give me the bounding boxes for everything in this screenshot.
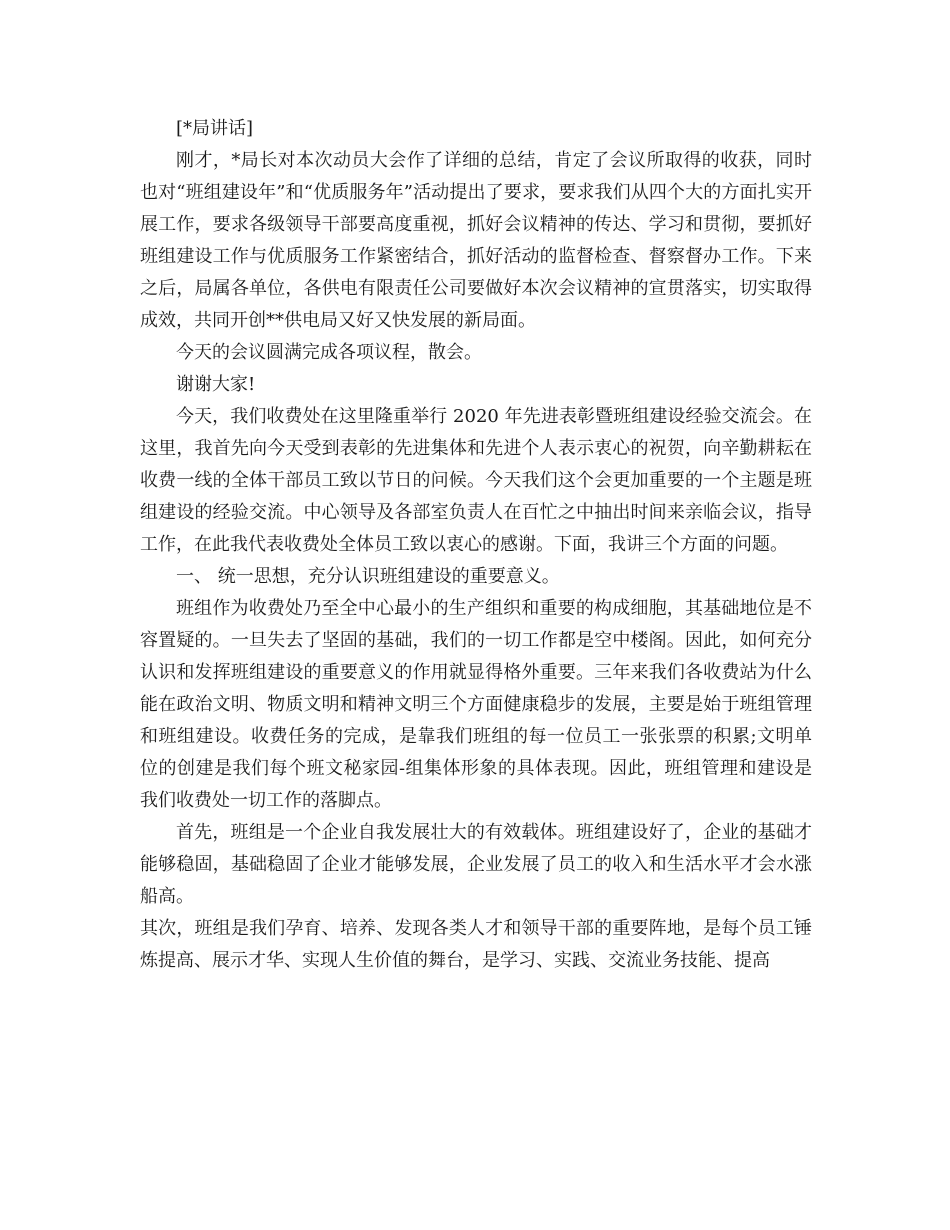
paragraph-second-point: 其次，班组是我们孕育、培养、发现各类人才和领导干部的重要阵地，是每个员工锤炼提高、展示才华、实现人生价值的舞台，是学习、实践、交流业务技能、提高 — [140, 918, 812, 971]
paragraph-closing-remarks: 刚才，*局长对本次动员大会作了详细的总结，肯定了会议所取得的收获，同时也对“班组建设年”和“优质服务年”活动提出了要求，要求我们从四个大的方面扎实开展工作，要求各级领导干部要高度重视，抓好会议精神的传达、学习和贯彻，要抓好班组建设工作与优质服务工作紧密结合，抓好活动的监督检查、督察督办工作。下来之后，局属各单位，各供电有限责任公司要做好本次会议精神的宣贯落实，切实取得成效，共同开创**供电局又好又快发展的新局面。 — [140, 150, 812, 331]
paragraph-opening: 今天，我们收费处在这里隆重举行 2020 年先进表彰暨班组建设经验交流会。在这里，我首先向今天受到表彰的先进集体和先进个人表示衷心的祝贺，向辛勤耕耘在收费一线的全体干部员工致以节日的问候。今天我们这个会更加重要的一个主题是班组建设的经验交流。中心领导及各部室负责人在百忙之中抽出时间来亲临会议，指导工作，在此我代表收费处全体员工致以衷心的感谢。下面，我讲三个方面的问题。 — [140, 406, 812, 555]
paragraph-thanks: 谢谢大家! — [176, 374, 256, 395]
paragraph-first-point: 首先，班组是一个企业自我发展壮大的有效载体。班组建设好了，企业的基础才能够稳固，基础稳固了企业才能够发展，企业发展了员工的收入和生活水平才会水涨船高。 — [140, 822, 812, 907]
section-heading-one: 一、 统一思想，充分认识班组建设的重要意义。 — [176, 566, 560, 587]
paragraph-adjourn: 今天的会议圆满完成各项议程，散会。 — [176, 342, 482, 363]
paragraph-team-foundation: 班组作为收费处乃至全中心最小的生产组织和重要的构成细胞，其基础地位是不容置疑的。一旦失去了坚固的基础，我们的一切工作都是空中楼阁。因此，如何充分认识和发挥班组建设的重要意义的作用就显得格外重要。三年来我们各收费站为什么能在政治文明、物质文明和精神文明三个方面健康稳步的发展，主要是始于班组管理和班组建设。收费任务的完成，是靠我们班组的每一位员工一张张票的积累;文明单位的创建是我们每个班文秘家园-组集体形象的具体表现。因此，班组管理和建设是我们收费处一切工作的落脚点。 — [140, 598, 812, 811]
speech-title: [*局讲话] — [176, 118, 254, 139]
document-page — [140, 113, 812, 977]
